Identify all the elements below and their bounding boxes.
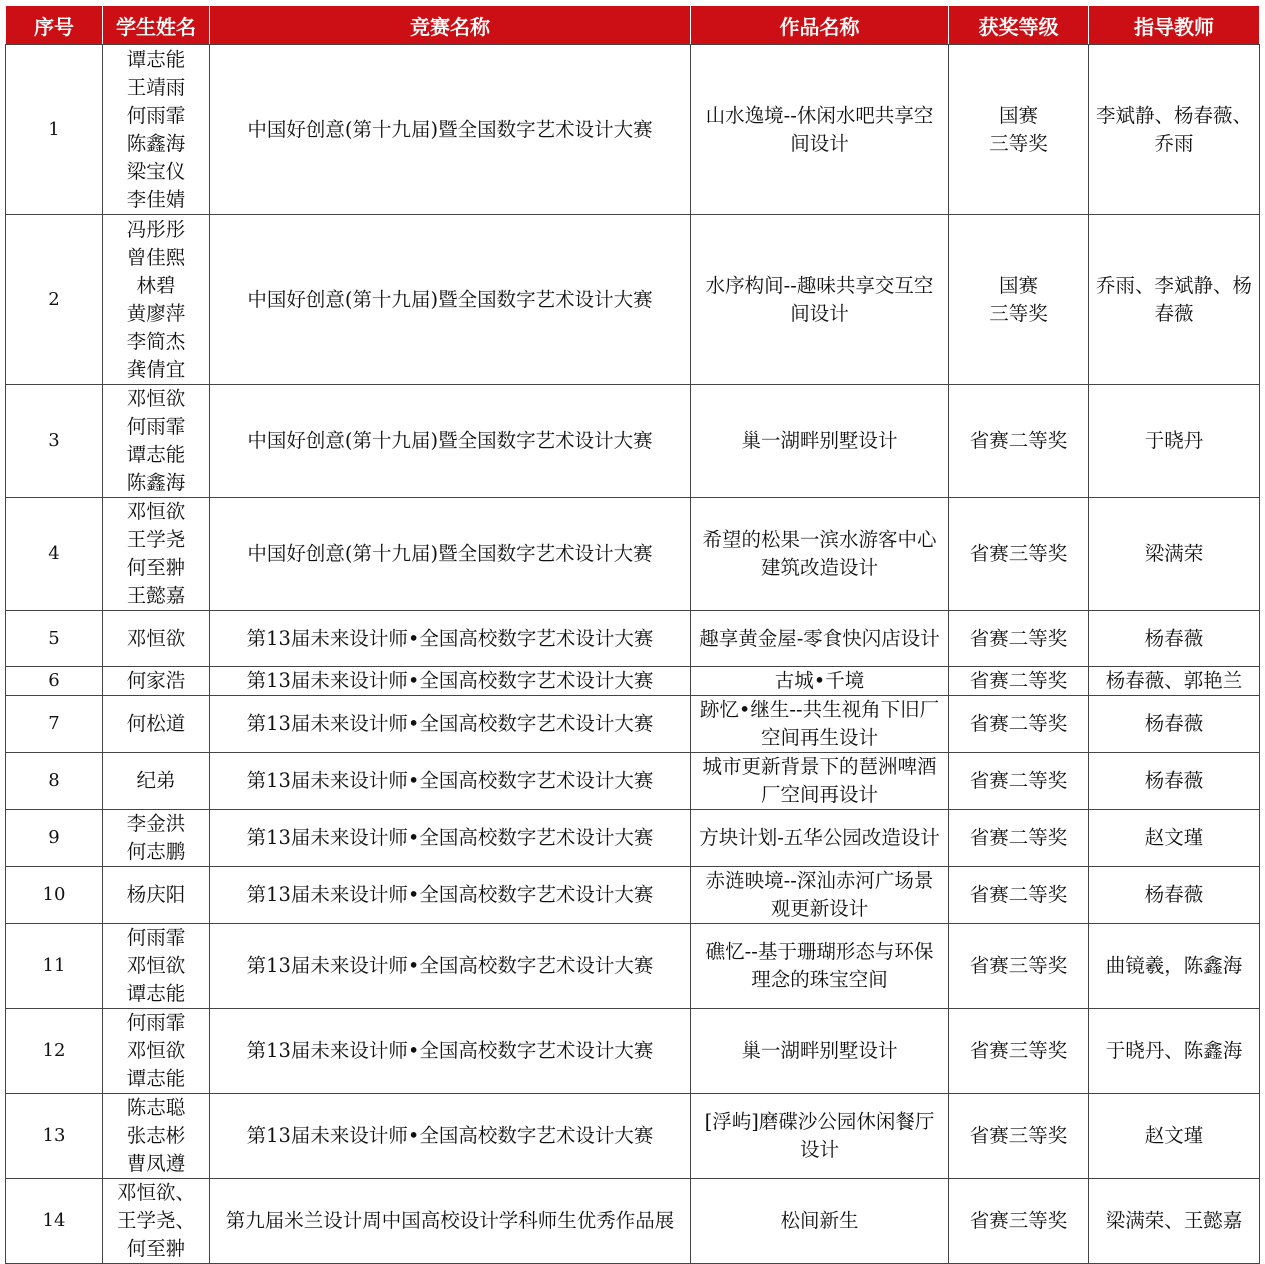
header-students: 学生姓名 <box>103 6 210 45</box>
header-teacher: 指导教师 <box>1089 6 1260 45</box>
work-title: 巢一湖畔别墅设计 <box>691 385 949 498</box>
advisor-names: 曲镜羲，陈鑫海 <box>1089 924 1260 1009</box>
award-level: 省赛二等奖 <box>949 753 1089 810</box>
table-row <box>6 215 1260 385</box>
row-number: 5 <box>6 611 103 667</box>
competition-name: 第13届未来设计师•全国高校数字艺术设计大赛 <box>210 1094 691 1179</box>
student-name: 曹凤遵 <box>126 1152 186 1175</box>
row-number: 10 <box>6 867 103 924</box>
table-row <box>6 1009 1260 1094</box>
work-title: 古城•千境 <box>691 667 949 696</box>
work-title: [浮屿]磨碟沙公园休闲餐厅设计 <box>691 1094 949 1179</box>
competition-name: 第13届未来设计师•全国高校数字艺术设计大赛 <box>210 696 691 753</box>
student-names <box>103 1179 210 1264</box>
student-names <box>103 1009 210 1094</box>
student-name: 何家浩 <box>126 669 186 692</box>
student-name: 王懿嘉 <box>126 584 186 607</box>
award-level: 省赛二等奖 <box>949 867 1089 924</box>
student-name: 陈鑫海 <box>126 131 186 155</box>
student-name: 曾佳熙 <box>126 245 186 269</box>
table-row <box>6 924 1260 1009</box>
student-name: 邓恒欲 <box>126 954 186 977</box>
work-title: 山水逸境--休闲水吧共享空间设计 <box>691 45 949 215</box>
work-title: 水序构间--趣味共享交互空间设计 <box>691 215 949 385</box>
student-names <box>103 696 210 753</box>
advisor-names: 杨春薇 <box>1089 611 1260 667</box>
competition-name: 第13届未来设计师•全国高校数字艺术设计大赛 <box>210 611 691 667</box>
student-name: 何至翀 <box>126 556 186 579</box>
award-level: 省赛三等奖 <box>949 1009 1089 1094</box>
table-row <box>6 867 1260 924</box>
awards-table <box>5 5 1260 1264</box>
row-number: 14 <box>6 1179 103 1264</box>
award-level: 省赛二等奖 <box>949 611 1089 667</box>
student-name: 何至翀 <box>126 1237 186 1260</box>
row-number: 3 <box>6 385 103 498</box>
advisor-names: 于晓丹、陈鑫海 <box>1089 1009 1260 1094</box>
student-name: 谭志能 <box>126 1067 186 1090</box>
award-level: 省赛三等奖 <box>949 1179 1089 1264</box>
award-level: 省赛三等奖 <box>949 498 1089 611</box>
work-title: 跡忆•继生--共生视角下旧厂空间再生设计 <box>691 696 949 753</box>
student-name: 陈鑫海 <box>126 471 186 494</box>
advisor-names: 杨春薇 <box>1089 753 1260 810</box>
work-title: 礁忆--基于珊瑚形态与环保理念的珠宝空间 <box>691 924 949 1009</box>
student-name: 邓恒欲 <box>126 626 186 650</box>
table-row <box>6 753 1260 810</box>
header-row <box>6 6 1260 45</box>
advisor-names: 梁满荣 <box>1089 498 1260 611</box>
student-name: 王学尧 <box>126 528 186 551</box>
row-number: 8 <box>6 753 103 810</box>
competition-name: 中国好创意(第十九届)暨全国数字艺术设计大赛 <box>210 215 691 385</box>
table-body <box>6 45 1260 1264</box>
student-names <box>103 753 210 810</box>
student-names <box>103 867 210 924</box>
row-number: 4 <box>6 498 103 611</box>
student-names <box>103 611 210 667</box>
student-name: 黄廖萍 <box>126 301 186 325</box>
header-work: 作品名称 <box>691 6 949 45</box>
student-names <box>103 810 210 867</box>
row-number: 6 <box>6 667 103 696</box>
work-title: 赤涟映境--深汕赤河广场景观更新设计 <box>691 867 949 924</box>
advisor-names: 杨春薇 <box>1089 696 1260 753</box>
work-title: 方块计划-五华公园改造设计 <box>691 810 949 867</box>
advisor-names: 乔雨、李斌静、杨春薇 <box>1089 215 1260 385</box>
row-number: 13 <box>6 1094 103 1179</box>
header-competition: 竞赛名称 <box>210 6 691 45</box>
work-title: 城市更新背景下的琶洲啤酒厂空间再设计 <box>691 753 949 810</box>
student-names <box>103 1094 210 1179</box>
competition-name: 第13届未来设计师•全国高校数字艺术设计大赛 <box>210 924 691 1009</box>
student-name: 张志彬 <box>126 1124 186 1147</box>
table-row <box>6 385 1260 498</box>
advisor-names: 杨春薇 <box>1089 867 1260 924</box>
student-name: 何雨霏 <box>126 1011 186 1034</box>
student-name: 何志鹏 <box>126 840 186 863</box>
competition-name: 中国好创意(第十九届)暨全国数字艺术设计大赛 <box>210 498 691 611</box>
student-names <box>103 45 210 215</box>
student-name: 李简杰 <box>126 329 186 353</box>
competition-name: 第13届未来设计师•全国高校数字艺术设计大赛 <box>210 753 691 810</box>
student-name: 李佳婧 <box>126 187 186 211</box>
competition-name: 中国好创意(第十九届)暨全国数字艺术设计大赛 <box>210 45 691 215</box>
award-level: 省赛三等奖 <box>949 924 1089 1009</box>
award-level: 国赛 三等奖 <box>949 45 1089 215</box>
student-name: 李金洪 <box>126 812 186 835</box>
advisor-names: 赵文瑾 <box>1089 1094 1260 1179</box>
student-name: 邓恒欲 <box>126 500 186 523</box>
student-name: 陈志聪 <box>126 1096 186 1119</box>
student-name: 邓恒欲 <box>126 387 186 410</box>
student-name: 何雨霏 <box>126 415 186 438</box>
award-level: 省赛三等奖 <box>949 1094 1089 1179</box>
header-no: 序号 <box>6 6 103 45</box>
student-name: 谭志能 <box>126 982 186 1005</box>
advisor-names: 梁满荣、王懿嘉 <box>1089 1179 1260 1264</box>
student-name: 纪弟 <box>136 769 176 792</box>
student-name: 王靖雨 <box>126 75 186 99</box>
advisor-names: 于晓丹 <box>1089 385 1260 498</box>
student-name: 谭志能 <box>126 443 186 466</box>
row-number: 2 <box>6 215 103 385</box>
student-name: 邓恒欲、 <box>116 1181 195 1204</box>
competition-name: 第13届未来设计师•全国高校数字艺术设计大赛 <box>210 667 691 696</box>
student-name: 何雨霏 <box>126 926 186 949</box>
table-row <box>6 611 1260 667</box>
student-name: 何松道 <box>126 712 186 735</box>
work-title: 巢一湖畔别墅设计 <box>691 1009 949 1094</box>
student-name: 王学尧、 <box>116 1209 195 1232</box>
row-number: 11 <box>6 924 103 1009</box>
student-name: 邓恒欲 <box>126 1039 186 1062</box>
work-title: 趣享黄金屋-零食快闪店设计 <box>691 611 949 667</box>
table-row <box>6 45 1260 215</box>
header-award: 获奖等级 <box>949 6 1089 45</box>
student-name: 冯彤彤 <box>126 217 186 241</box>
table-row <box>6 1094 1260 1179</box>
advisor-names: 李斌静、杨春薇、乔雨 <box>1089 45 1260 215</box>
table-row <box>6 1179 1260 1264</box>
table-row <box>6 667 1260 696</box>
competition-name: 第13届未来设计师•全国高校数字艺术设计大赛 <box>210 1009 691 1094</box>
row-number: 1 <box>6 45 103 215</box>
competition-name: 第九届米兰设计周中国高校设计学科师生优秀作品展 <box>210 1179 691 1264</box>
competition-name: 中国好创意(第十九届)暨全国数字艺术设计大赛 <box>210 385 691 498</box>
student-name: 林碧 <box>136 273 176 297</box>
work-title: 希望的松果一滨水游客中心建筑改造设计 <box>691 498 949 611</box>
award-level: 省赛二等奖 <box>949 667 1089 696</box>
award-level: 国赛 三等奖 <box>949 215 1089 385</box>
award-level: 省赛二等奖 <box>949 696 1089 753</box>
student-name: 梁宝仪 <box>126 159 186 183</box>
table-row <box>6 498 1260 611</box>
student-names <box>103 215 210 385</box>
row-number: 7 <box>6 696 103 753</box>
student-names <box>103 498 210 611</box>
student-name: 何雨霏 <box>126 103 186 127</box>
row-number: 12 <box>6 1009 103 1094</box>
student-name: 龚倩宜 <box>126 357 186 381</box>
award-level: 省赛二等奖 <box>949 810 1089 867</box>
competition-name: 第13届未来设计师•全国高校数字艺术设计大赛 <box>210 867 691 924</box>
row-number: 9 <box>6 810 103 867</box>
table-row <box>6 810 1260 867</box>
work-title: 松间新生 <box>691 1179 949 1264</box>
student-name: 谭志能 <box>126 47 186 71</box>
award-level: 省赛二等奖 <box>949 385 1089 498</box>
student-name: 杨庆阳 <box>126 883 186 906</box>
table-row <box>6 696 1260 753</box>
student-names <box>103 924 210 1009</box>
advisor-names: 赵文瑾 <box>1089 810 1260 867</box>
advisor-names: 杨春薇、郭艳兰 <box>1089 667 1260 696</box>
competition-name: 第13届未来设计师•全国高校数字艺术设计大赛 <box>210 810 691 867</box>
student-names <box>103 385 210 498</box>
student-names <box>103 667 210 696</box>
